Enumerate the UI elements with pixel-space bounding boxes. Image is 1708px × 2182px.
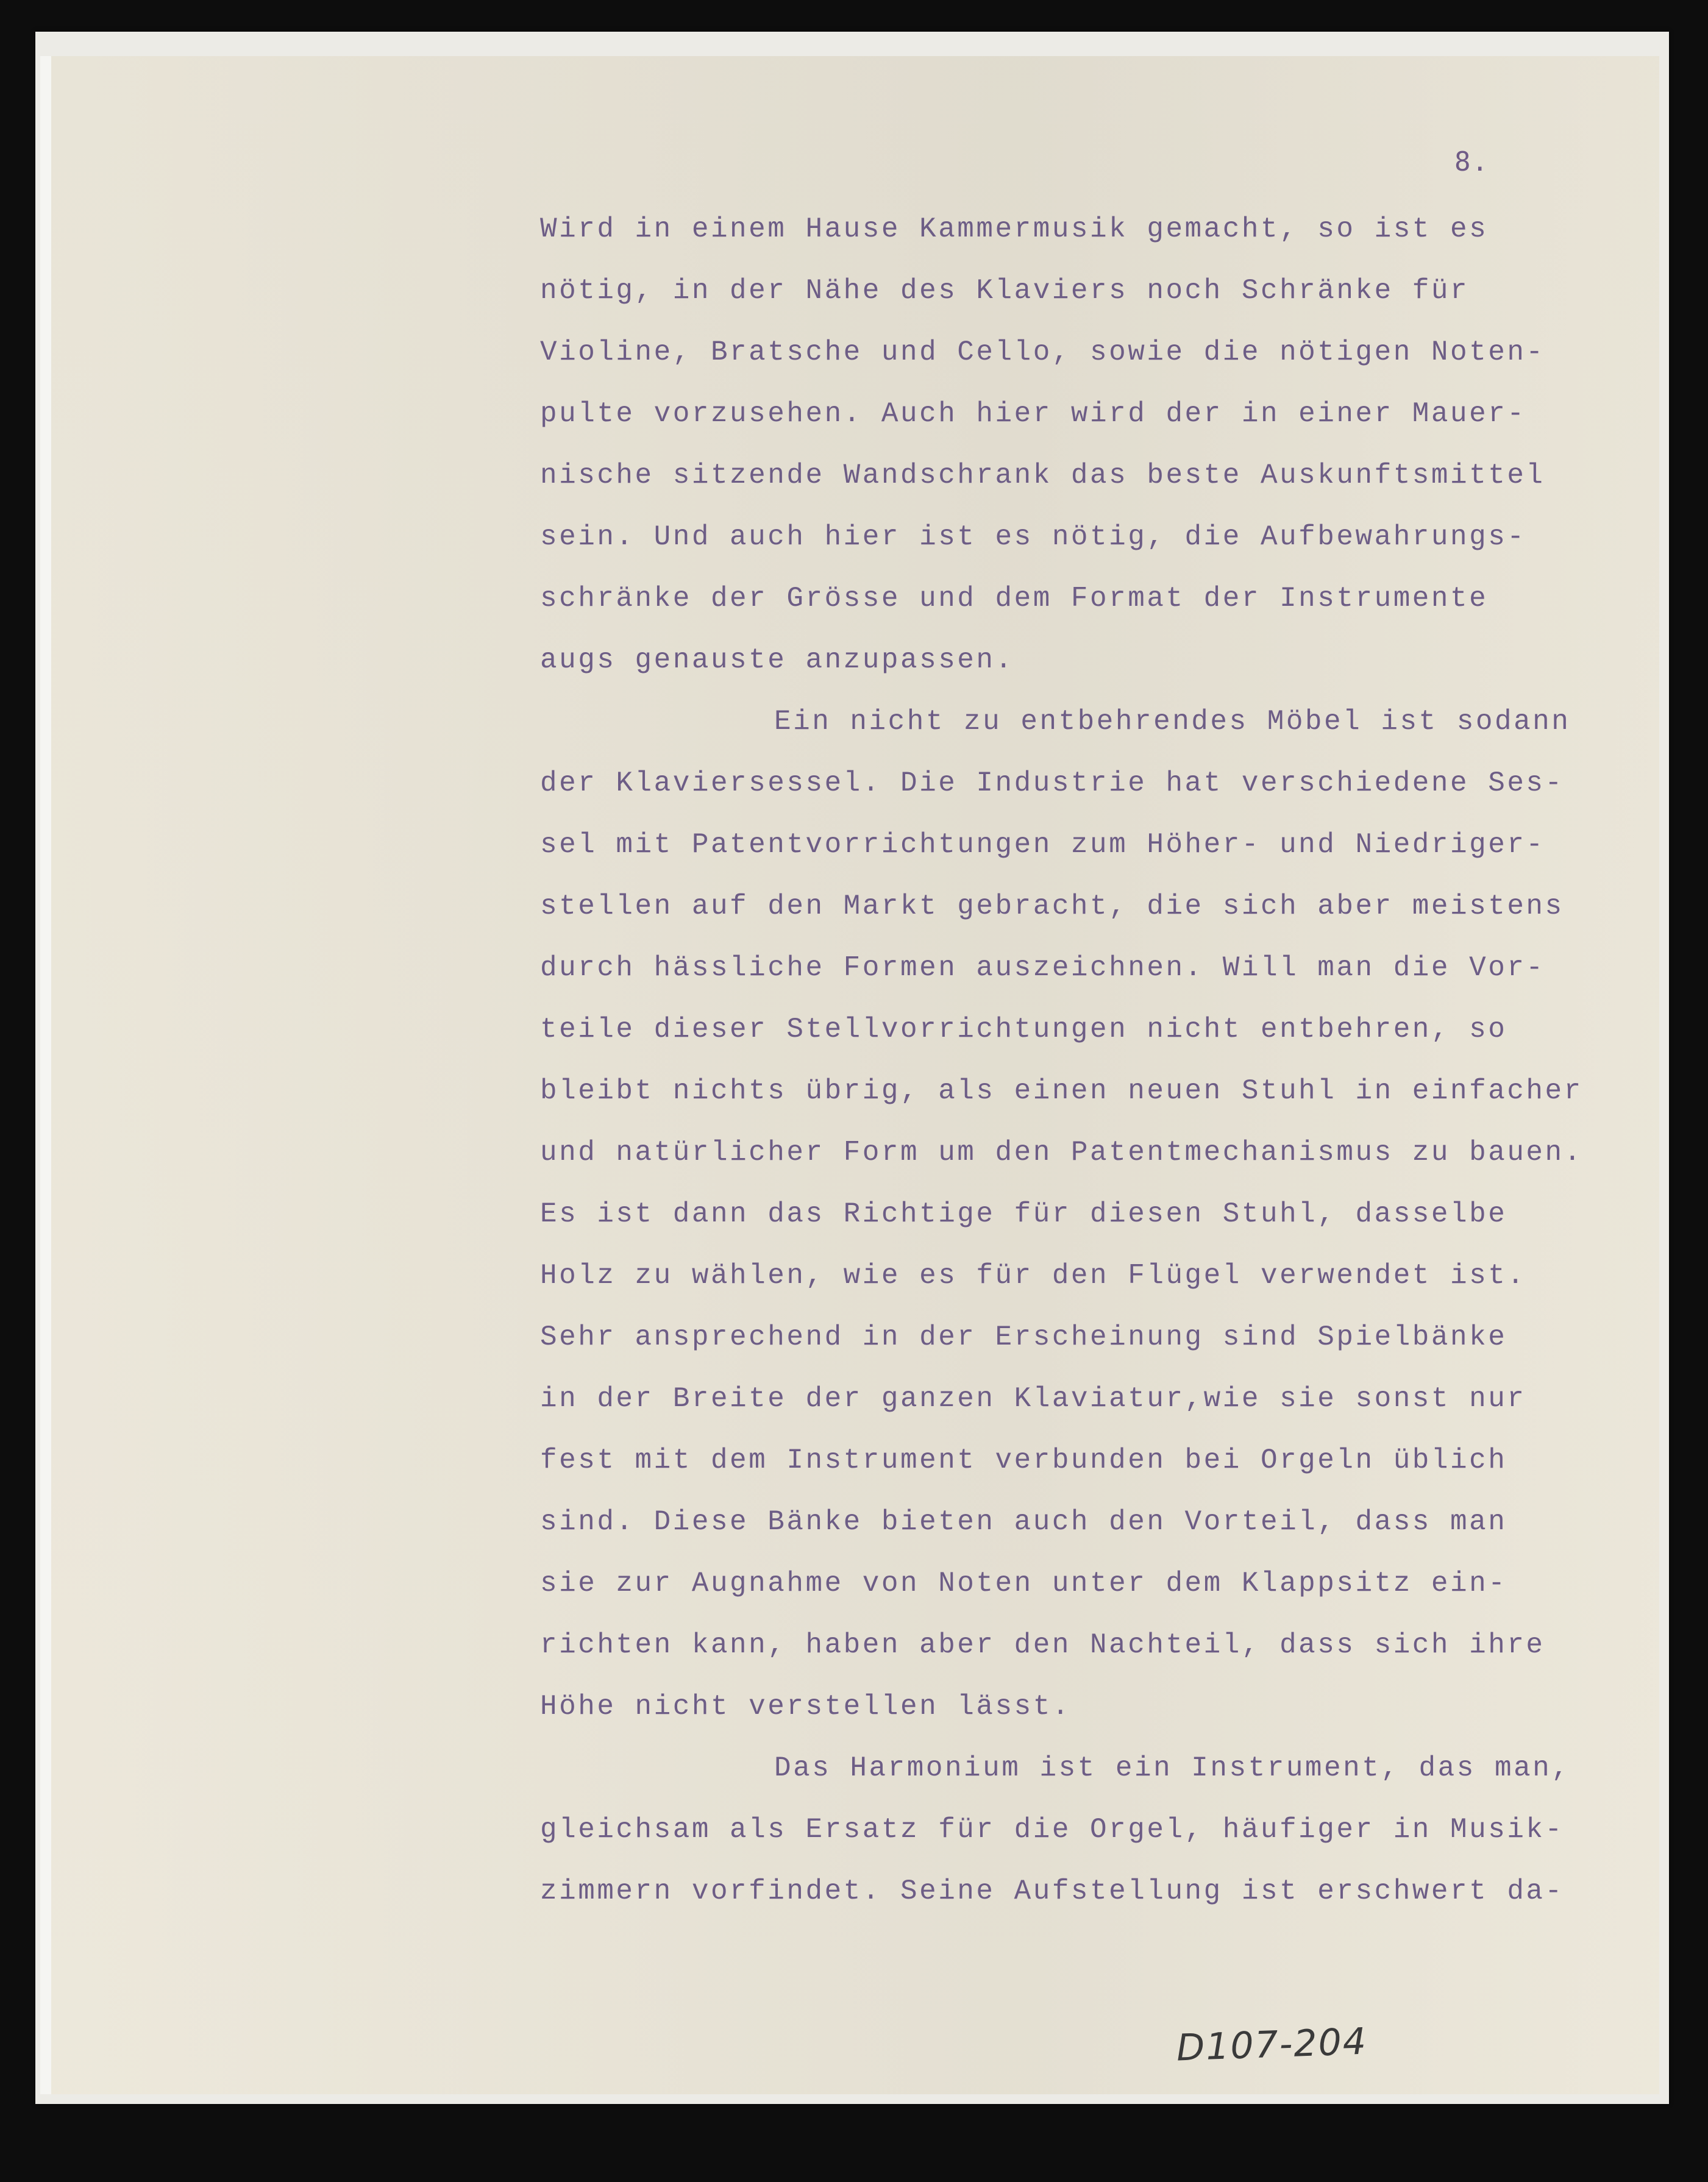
text-line: Violine, Bratsche und Cello, sowie die nötigen Noten- <box>540 336 1545 368</box>
text-line: pulte vorzusehen. Auch hier wird der in einer Mauer- <box>540 398 1526 430</box>
text-line: Sehr ansprechend in der Erscheinung sind Spielbänke <box>540 1321 1507 1353</box>
text-line: Es ist dann das Richtige für diesen Stuhl, dasselbe <box>540 1198 1507 1230</box>
text-line: schränke der Grösse und dem Format der Instrumente <box>540 583 1489 614</box>
text-line: sind. Diese Bänke bieten auch den Vorteil, dass man <box>540 1506 1507 1538</box>
text-line: teile dieser Stellvorrichtungen nicht entbehren, so <box>540 1014 1507 1045</box>
page-number: 8. <box>1454 146 1489 177</box>
text-line: der Klaviersessel. Die Industrie hat verschiedene Ses- <box>540 767 1564 799</box>
text-line: Ein nicht zu entbehrendes Möbel ist sodann <box>774 706 1571 737</box>
text-line: gleichsam als Ersatz für die Orgel, häufiger in Musik- <box>540 1814 1564 1846</box>
text-line: nische sitzende Wandschrank das beste Auskunftsmittel <box>540 460 1545 491</box>
text-line: zimmern vorfindet. Seine Aufstellung ist erschwert da- <box>540 1875 1564 1907</box>
text-line: richten kann, haben aber den Nachteil, dass sich ihre <box>540 1629 1545 1661</box>
typescript-body <box>540 199 1637 1922</box>
text-line: nötig, in der Nähe des Klaviers noch Schränke für <box>540 275 1470 307</box>
text-line: bleibt nichts übrig, als einen neuen Stuhl in einfacher <box>540 1075 1583 1107</box>
text-line: und natürlicher Form um den Patentmechanismus zu bauen. <box>540 1137 1583 1168</box>
text-line: Das Harmonium ist ein Instrument, das man, <box>774 1752 1571 1784</box>
archive-signature-handwritten: D107-204 <box>1175 2020 1368 2070</box>
text-line: Holz zu wählen, wie es für den Flügel verwendet ist. <box>540 1260 1526 1292</box>
text-line: augs genauste anzupassen. <box>540 644 1014 676</box>
text-line: in der Breite der ganzen Klaviatur,wie sie sonst nur <box>540 1383 1526 1415</box>
text-line: Wird in einem Hause Kammermusik gemacht, so ist es <box>540 213 1489 245</box>
text-line: durch hässliche Formen auszeichnen. Will man die Vor- <box>540 952 1545 984</box>
text-line: sein. Und auch hier ist es nötig, die Aufbewahrungs- <box>540 521 1526 553</box>
text-line: Höhe nicht verstellen lässt. <box>540 1691 1071 1722</box>
text-line: sie zur Augnahme von Noten unter dem Klappsitz ein- <box>540 1568 1507 1599</box>
text-line: fest mit dem Instrument verbunden bei Orgeln üblich <box>540 1445 1507 1476</box>
text-line: sel mit Patentvorrichtungen zum Höher- und Niedriger- <box>540 829 1545 861</box>
text-line: stellen auf den Markt gebracht, die sich aber meistens <box>540 890 1564 922</box>
